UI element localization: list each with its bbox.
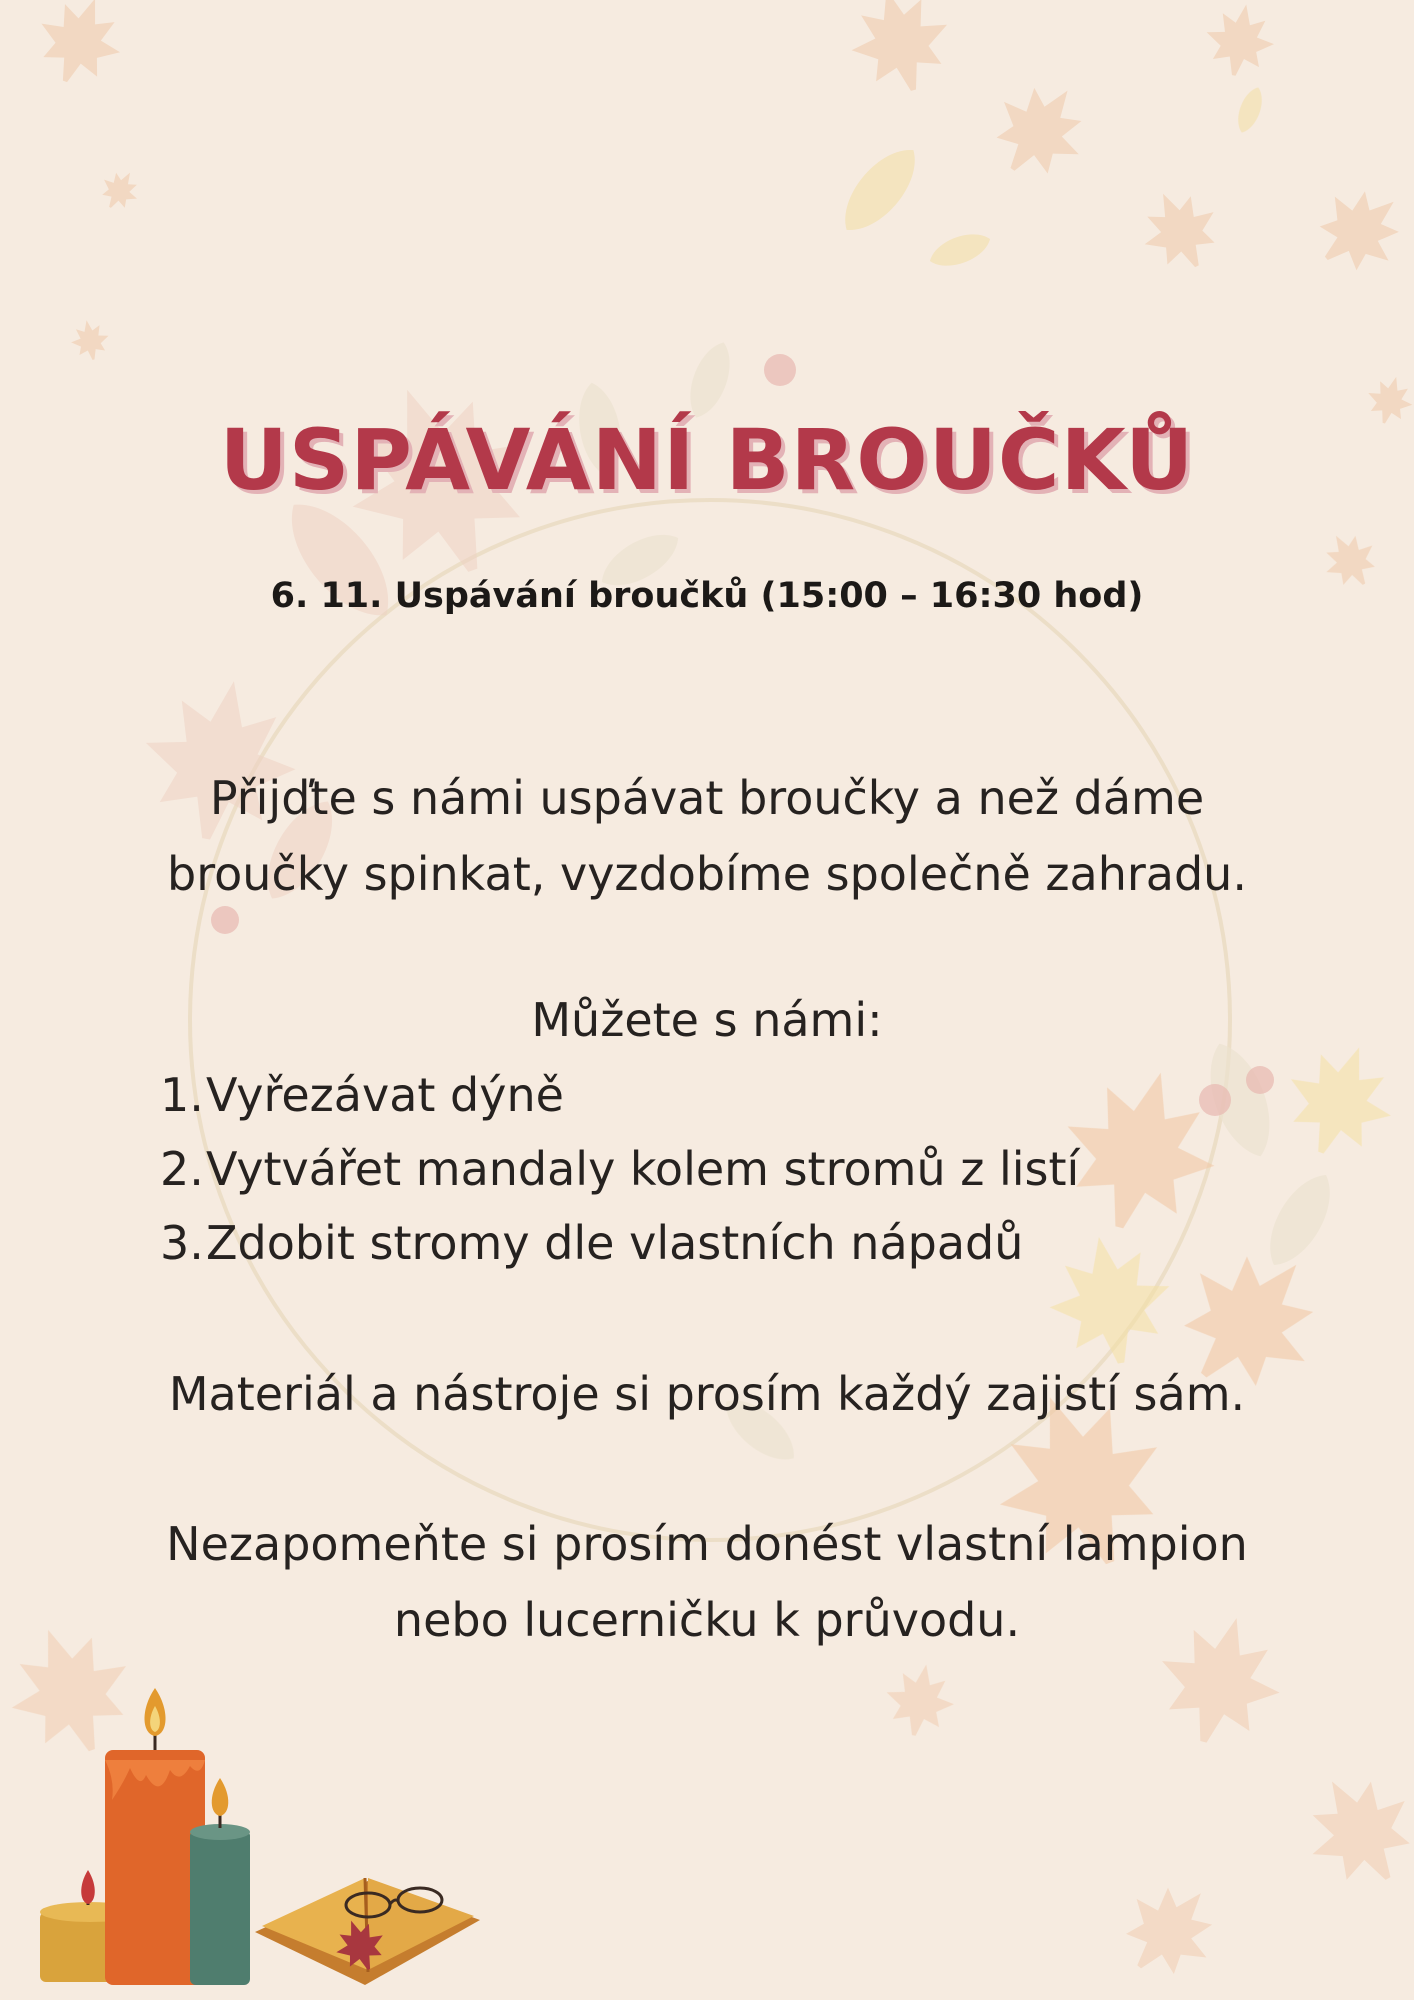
maple-leaf-icon — [1200, 0, 1280, 81]
maple-leaf-icon — [68, 317, 112, 363]
activities-list — [160, 1058, 1079, 1280]
oak-leaf-icon — [830, 136, 930, 243]
list-item — [160, 1206, 1079, 1280]
maple-leaf-icon — [880, 1659, 960, 1742]
lantern-note-line: nebo lucerničku k průvodu. — [393, 1593, 1021, 1647]
list-item-text: Vyřezávat dýně — [206, 1068, 564, 1122]
maple-leaf-icon — [839, 0, 961, 103]
list-number: 3. — [160, 1216, 204, 1270]
list-item-text: Vytvářet mandaly kolem stromů z listí — [206, 1142, 1080, 1196]
intro-line: broučky spinkat, vyzdobíme společně zahradu. — [167, 847, 1247, 901]
maple-leaf-icon — [26, 0, 135, 96]
maple-leaf-icon — [975, 65, 1105, 196]
list-item — [160, 1058, 1079, 1132]
materials-note: Materiál a nástroje si prosím každý zajistí sám. — [168, 1367, 1246, 1421]
list-number: 2. — [160, 1142, 204, 1196]
oak-leaf-icon — [1232, 84, 1267, 136]
maple-leaf-icon — [1299, 170, 1414, 291]
intro-paragraph — [0, 760, 1414, 912]
intro-line: Přijďte s námi uspávat broučky a než dáme — [209, 771, 1205, 825]
maple-leaf-icon — [1129, 178, 1232, 283]
maple-leaf-icon — [1104, 1864, 1236, 1996]
activities-heading: Můžete s námi: — [531, 993, 883, 1047]
oak-leaf-icon — [925, 227, 994, 274]
list-item — [160, 1132, 1079, 1206]
open-book-icon — [255, 1878, 480, 1985]
maple-leaf-icon — [94, 163, 147, 217]
page-title: USPÁVÁNÍ BROUČKŮ — [219, 411, 1195, 509]
berry-icon — [1199, 1084, 1231, 1116]
lantern-note — [0, 1506, 1414, 1658]
maple-leaf-icon — [1286, 1755, 1414, 1905]
list-item-text: Zdobit stromy dle vlastních nápadů — [206, 1216, 1024, 1270]
berry-icon — [1246, 1066, 1274, 1094]
candles-and-book-illustration — [0, 1650, 520, 2000]
lantern-note-line: Nezapomeňte si prosím donést vlastní lampion — [166, 1517, 1248, 1571]
list-number: 1. — [160, 1068, 204, 1122]
event-date-time: 6. 11. Uspávání broučků (15:00 – 16:30 hod) — [270, 576, 1144, 616]
berry-icon — [764, 354, 796, 386]
